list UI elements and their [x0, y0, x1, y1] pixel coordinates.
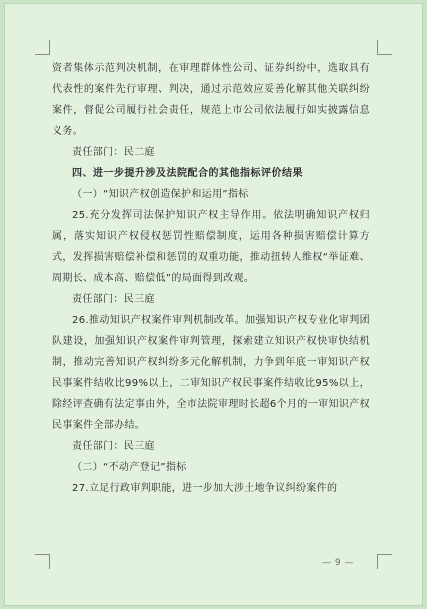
- subsection-heading: （一）“知识产权创造保护和运用”指标: [72, 189, 249, 200]
- paragraph-item-26: 26.推动知识产权案件审判机制改革。加强知识产权专业化审判团队建设，加强知识产权案件审判管理，探索建立知识产权快审快结机制，推动完善知识产权纠纷多元化解机制，力争到年底一审知识产权民事案件结收比99%以上，二审知识产权民事案件结收比95%以上，除经评查确有法定事由外，全市法院审理时长超6个月的一审知识产权民事案件全部办结。: [52, 315, 370, 431]
- crop-mark-bottom-left: [35, 554, 50, 569]
- subsection-heading: （二）“不动产登记”指标: [72, 462, 187, 473]
- page-number: — 9 —: [322, 558, 354, 568]
- document-body: [52, 58, 370, 499]
- crop-mark-bottom-right: [377, 554, 392, 569]
- paragraph-item-25: 25.充分发挥司法保护知识产权主导作用。依法明确知识产权归属，落实知识产权侵权惩罚性赔偿制度，运用各种损害赔偿计算方式，发挥损害赔偿补偿和惩罚的双重功能，推动扭转人维权“举证难、周期长、成本高、赔偿低”的局面得到改观。: [52, 210, 370, 284]
- crop-mark-top-right: [377, 40, 392, 55]
- responsible-dept: 责任部门：民三庭: [72, 441, 155, 452]
- crop-mark-top-left: [35, 40, 50, 55]
- paragraph-continuation: 资者集体示范判决机制，在审理群体性公司、证券纠纷中，选取具有代表性的案件先行审理、判决，通过示范效应妥善化解其他关联纠纷案件，督促公司履行社会责任，规范上市公司依法履行如实披露信息义务。: [52, 63, 370, 137]
- responsible-dept: 责任部门：民二庭: [72, 147, 155, 158]
- paragraph-item-27: 27.立足行政审判职能，进一步加大涉土地争议纠纷案件的: [72, 483, 338, 494]
- responsible-dept: 责任部门：民三庭: [72, 294, 155, 305]
- section-heading: 四、进一步提升涉及法院配合的其他指标评价结果: [72, 168, 303, 179]
